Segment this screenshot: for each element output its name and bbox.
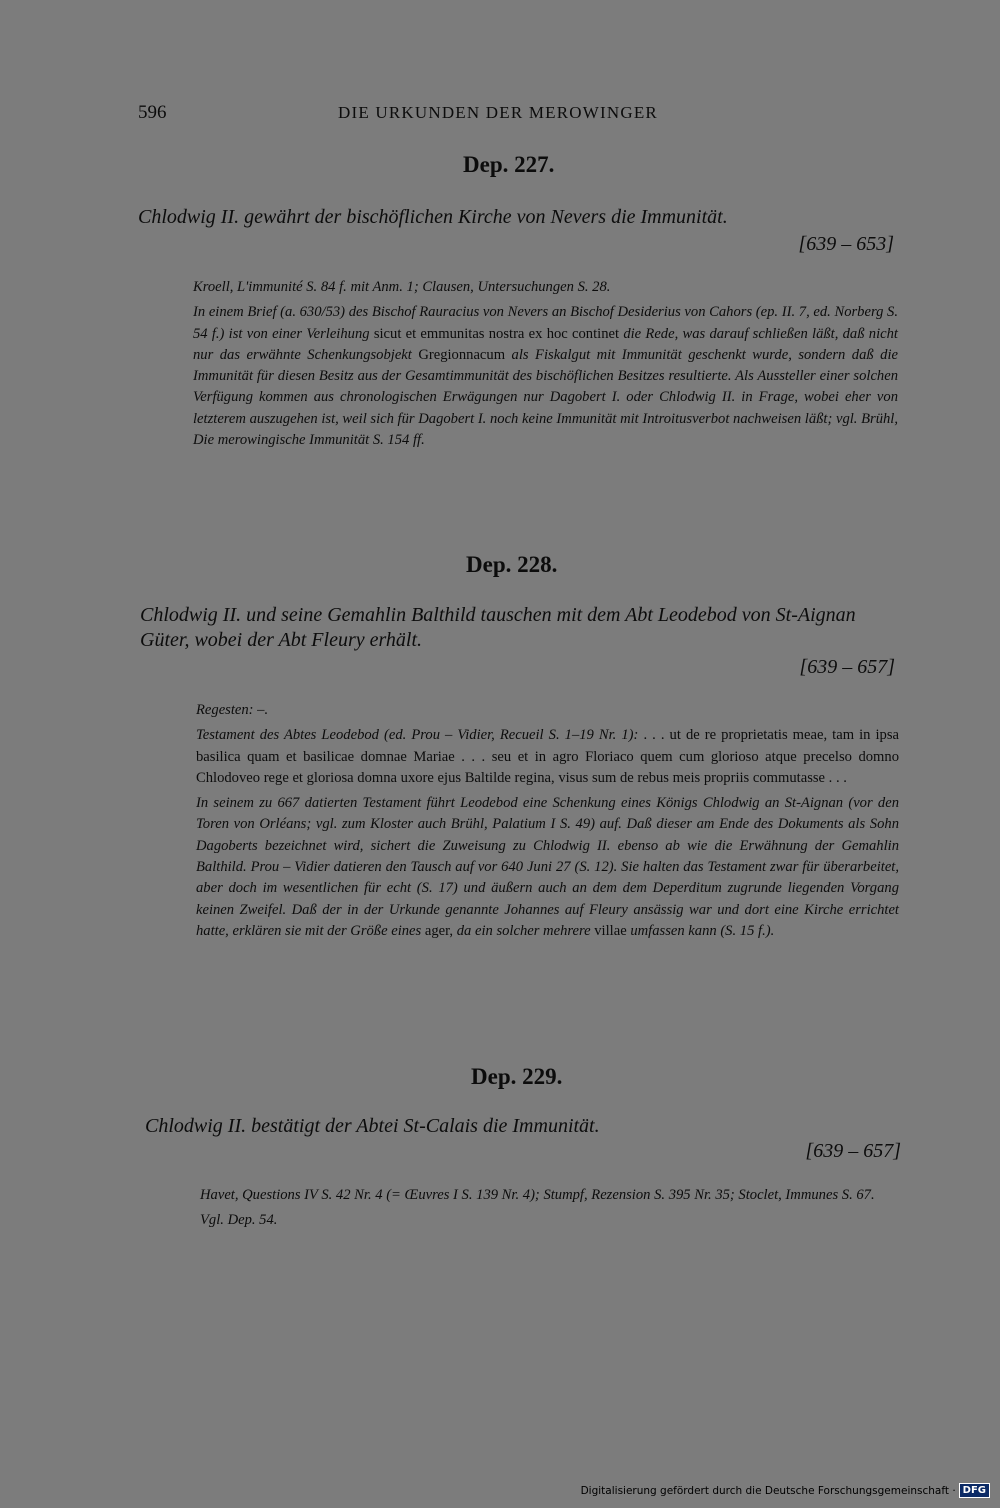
dfg-logo: DFG xyxy=(959,1483,990,1498)
entry-literature: Kroell, L'immunité S. 84 f. mit Anm. 1; Clausen, Untersuchungen S. 28. xyxy=(193,279,611,295)
running-title: DIE URKUNDEN DER MEROWINGER xyxy=(338,103,658,122)
entry-title: Dep. 228. xyxy=(466,552,558,577)
entry-regest: Chlodwig II. gewährt der bischöflichen Kirche von Nevers die Immunität. xyxy=(138,206,728,228)
entry-sources xyxy=(196,700,899,946)
entry-commentary: In einem Brief (a. 630/53) des Bischof Rauracius von Nevers an Bischof Desiderius von Cahors (ep. II. 7, ed. Norberg S. 54 f.) ist von einer Verleihung sicut et emmunitas nostra ex hoc continet die Rede, was darauf schließen läßt, daß nicht nur das erwähnte Schenkungsobjekt Gregionnacum als Fiskalgut mit Immunität geschenkt wurde, sondern daß die Immunität für diesen Besitz aus der Gesamtimmunität des bischöflichen Besitzes resultierte. Als Aussteller einer solchen Verfügung kommen aus chronologischen Erwägungen nur Dagobert I. oder Chlodwig II. in Frage, wobei eher von letzterem auszugehen ist, weil sich für Dagobert I. noch keine Immunität mit Introitusverbot nachweisen läßt; vgl. Brühl, Die merowingische Immunität S. 154 ff. xyxy=(193,304,899,449)
entry-literature: Havet, Questions IV S. 42 Nr. 4 (= Œuvres I S. 139 Nr. 4); Stumpf, Rezension S. 395 Nr. 35; Stoclet, Immunes S. 67. xyxy=(200,1187,875,1203)
entry-date: [639 – 657] xyxy=(805,1140,901,1162)
footer-text: Digitalisierung gefördert durch die Deutsche Forschungsgemeinschaft · xyxy=(580,1484,956,1497)
entry-regest: Chlodwig II. und seine Gemahlin Balthild tauschen mit dem Abt Leodebod von St-Aignan Güter, wobei der Abt Fleury erhält. xyxy=(140,604,856,651)
entry-commentary: Vgl. Dep. 54. xyxy=(200,1212,278,1229)
entry-title: Dep. 229. xyxy=(471,1064,563,1089)
entry-sources xyxy=(200,1185,902,1236)
entry-title: Dep. 227. xyxy=(463,152,555,177)
entry-date: [639 – 653] xyxy=(798,233,894,255)
entry-regest: Chlodwig II. bestätigt der Abtei St-Calais die Immunität. xyxy=(145,1115,600,1137)
entry-commentary: Testament des Abtes Leodebod (ed. Prou – Vidier, Recueil S. 1–19 Nr. 1): . . . ut de re proprietatis meae, tam in ipsa basilica quam et basilicae domnae Mariae . . . seu et in agro Floriaco quem cum glorioso atque precelso domno Chlodoveo rege et gloriosa domna uxore ejus Baltilde regina, visus sum de rebus meis propriis commutasse . . . xyxy=(196,727,900,786)
page-number: 596 xyxy=(138,102,167,123)
entry-date: [639 – 657] xyxy=(799,656,895,678)
entry-literature: Regesten: –. xyxy=(196,702,269,718)
entry-commentary: In seinem zu 667 datierten Testament führt Leodebod eine Schenkung eines Königs Chlodwig an St-Aignan (vor den Toren von Orléans; vgl. zum Kloster auch Brühl, Palatium I S. 49) auf. Daß dieser am Ende des Dokuments als Sohn Dagoberts bezeichnet wird, sichert die Zuweisung zu Chlodwig II. ebenso ab wie die Erwähnung der Gemahlin Balthild. Prou – Vidier datieren den Tausch auf vor 640 Juni 27 (S. 12). Sie halten das Testament zwar für überarbeitet, aber doch im wesentlichen für echt (S. 17) und äußern auch an dem dem Deperditum zugrunde liegenden Vorgang keinen Zweifel. Daß der in der Urkunde genannte Johannes auf Fleury ansässig war und dort eine Kirche errichtet hatte, erklären sie mit der Größe eines ager, da ein solcher mehrere villae umfassen kann (S. 15 f.). xyxy=(196,795,899,939)
footer-credit xyxy=(581,1483,990,1498)
entry-sources xyxy=(193,277,898,455)
